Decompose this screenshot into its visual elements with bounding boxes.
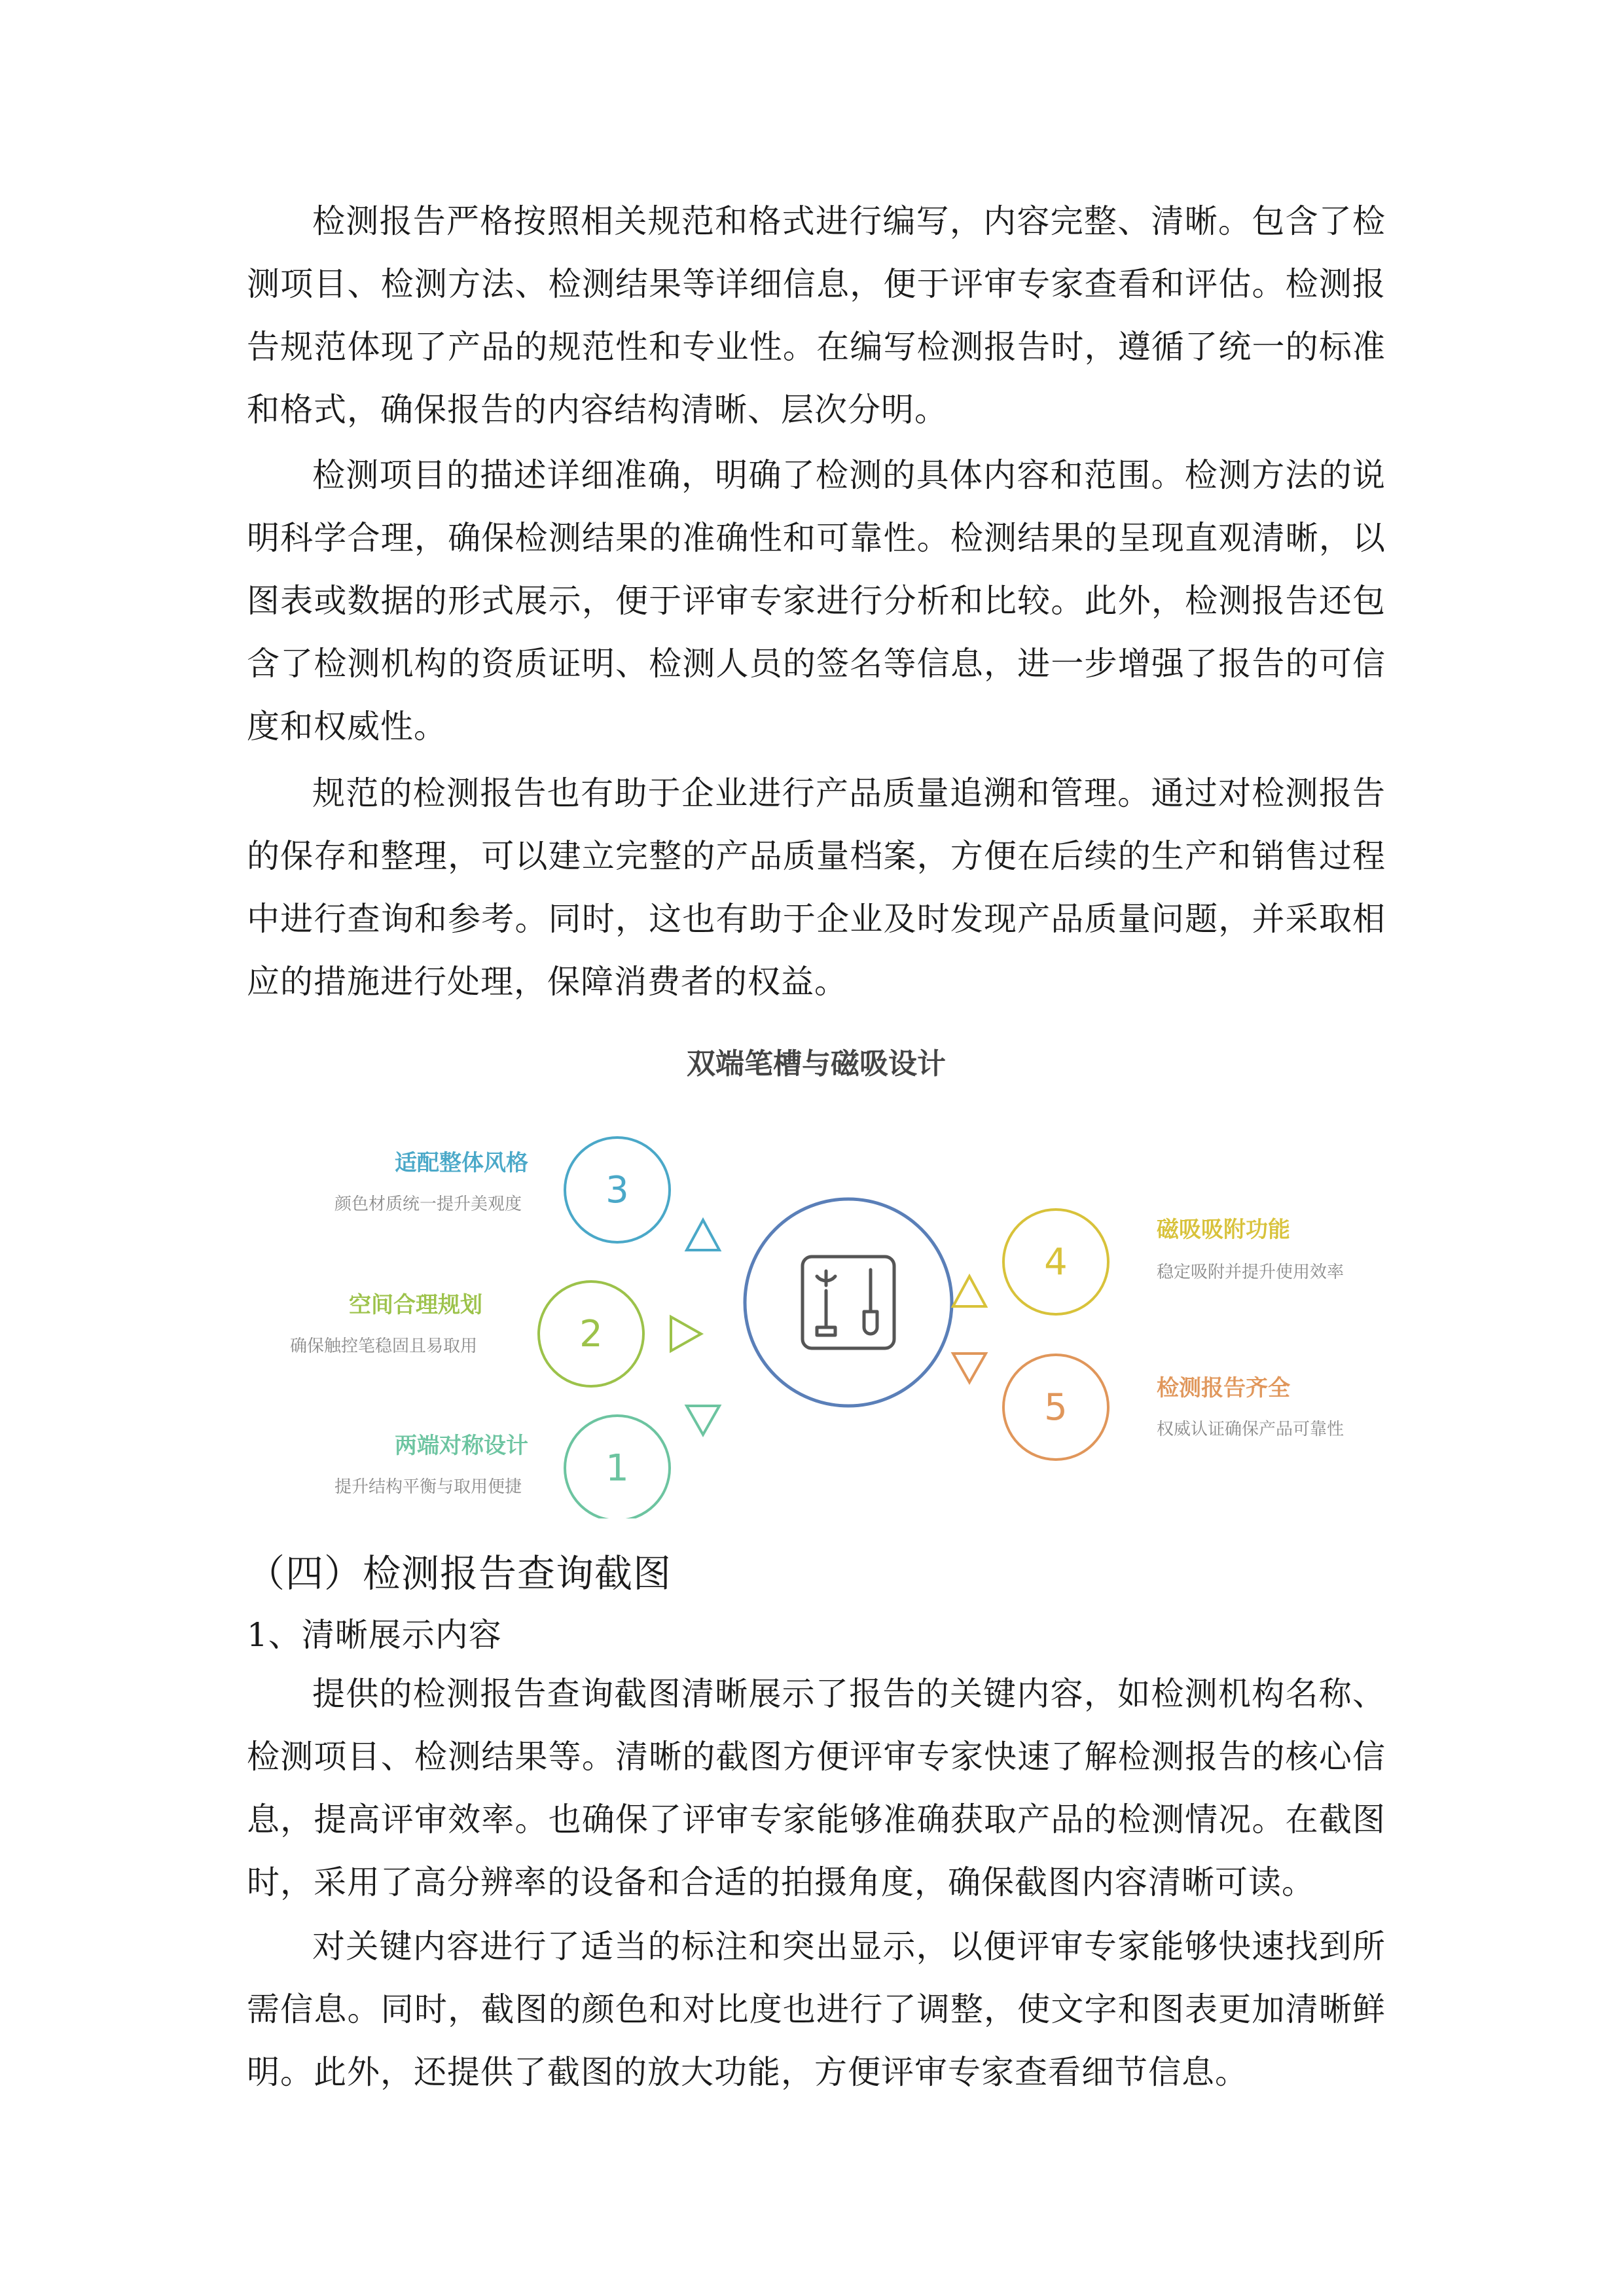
triangle-right-icon [671,1317,701,1351]
step-3-desc: 颜色材质统一提升美观度 [334,1194,522,1214]
step-5-desc: 权威认证确保产品可靠性 [1157,1420,1344,1439]
step-2-number: 2 [579,1313,603,1355]
triangle-down-right-icon [953,1354,986,1382]
paragraph-2: 检测项目的描述详细准确，明确了检测的具体内容和范围。检测方法的说明科学合理，确保检测结果的准确性和可靠性。检测结果的呈现直观清晰，以图表或数据的形式展示，便于评审专家进行分析和比较。此外，检测报告还包含了检测机构的资质证明、检测人员的签名等信息，进一步增强了报告的可信度和权威性。 [247,456,1386,745]
center-circle [745,1199,952,1406]
triangle-up-icon [687,1220,719,1250]
feature-diagram [247,1034,1386,1518]
paragraph-4: 提供的检测报告查询截图清晰展示了报告的关键内容，如检测机构名称、检测项目、检测结果等。清晰的截图方便评审专家快速了解检测报告的核心信息，提高评审效率。也确保了评审专家能够准确获取产品的检测情况。在截图时，采用了高分辨率的设备和合适的拍摄角度，确保截图内容清晰可读。 [247,1675,1386,1901]
paragraph-1: 检测报告严格按照相关规范和格式进行编写，内容完整、清晰。包含了检测项目、检测方法、检测结果等详细信息，便于评审专家查看和评估。检测报告规范体现了产品的规范性和专业性。在编写检测报告时，遵循了统一的标准和格式，确保报告的内容结构清晰、层次分明。 [247,202,1386,429]
paragraph-5: 对关键内容进行了适当的标注和突出显示，以便评审专家能够快速找到所需信息。同时，截图的颜色和对比度也进行了调整，使文字和图表更加清晰鲜明。此外，还提供了截图的放大功能，方便评审专家查看细节信息。 [247,1928,1386,2091]
step-1-number: 1 [605,1447,629,1490]
step-4-number: 4 [1044,1241,1068,1283]
step-2-title: 空间合理规划 [349,1292,482,1318]
diagram-title: 双端笔槽与磁吸设计 [687,1047,946,1081]
subsection-heading: 1、清晰展示内容 [247,1616,502,1654]
step-1-desc: 提升结构平衡与取用便捷 [334,1477,522,1497]
step-3-number: 3 [605,1169,629,1211]
triangle-down-icon [687,1406,719,1435]
step-3-title: 适配整体风格 [395,1150,528,1176]
step-4-title: 磁吸吸附功能 [1157,1217,1290,1243]
step-2-desc: 确保触控笔稳固且易取用 [289,1336,477,1356]
step-1-title: 两端对称设计 [395,1433,528,1459]
step-5-title: 检测报告齐全 [1157,1375,1290,1401]
step-5-number: 5 [1044,1386,1068,1429]
step-4-desc: 稳定吸附并提升使用效率 [1157,1263,1344,1282]
section-heading: （四）检测报告查询截图 [247,1551,672,1596]
triangle-up-right-icon [953,1276,986,1306]
paragraph-3: 规范的检测报告也有助于企业进行产品质量追溯和管理。通过对检测报告的保存和整理，可以建立完整的产品质量档案，方便在后续的生产和销售过程中进行查询和参考。同时，这也有助于企业及时发现产品质量问题，并采取相应的措施进行处理，保障消费者的权益。 [247,774,1386,1001]
